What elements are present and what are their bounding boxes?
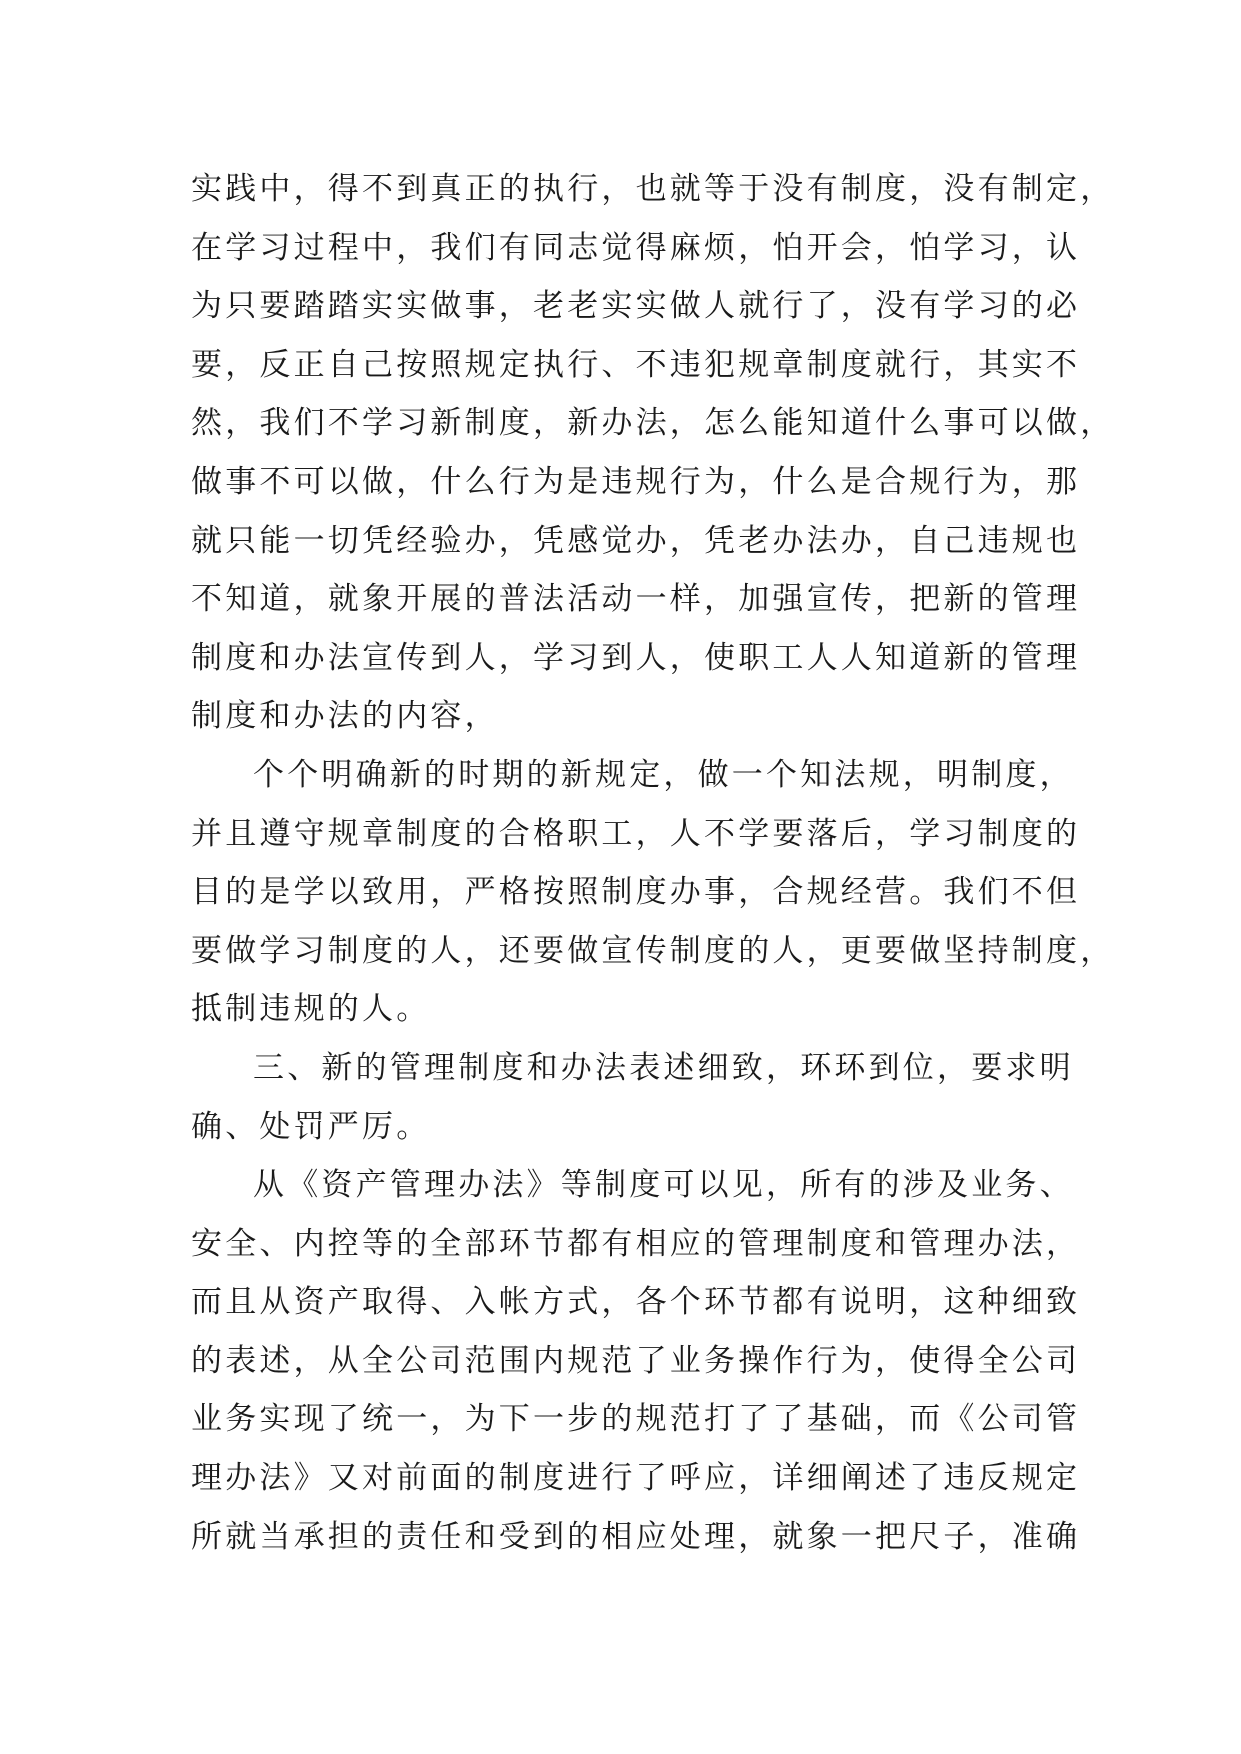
text-line: 制度和办法的内容， <box>191 698 499 735</box>
text-line: 目的是学以致用，严格按照制度办事，合规经营。我们不但 <box>191 874 1081 911</box>
text-line: 实践中，得不到真正的执行，也就等于没有制度，没有制定， <box>191 171 1115 207</box>
section-heading-line: 确、处罚严厉。 <box>191 1108 431 1145</box>
text-line: 所就当承担的责任和受到的相应处理，就象一把尺子，准确 <box>191 1518 1081 1555</box>
section-heading-line: 三、新的管理制度和办法表述细致，环环到位，要求明 <box>253 1049 1074 1086</box>
text-line: 的表述，从全公司范围内规范了业务操作行为，使得全公司 <box>191 1342 1081 1379</box>
text-line: 就只能一切凭经验办，凭感觉办，凭老办法办，自己违规也 <box>191 522 1081 559</box>
text-line: 而且从资产取得、入帐方式，各个环节都有说明，这种细致 <box>191 1284 1081 1321</box>
text-line: 要，反正自己按照规定执行、不违犯规章制度就行，其实不 <box>191 346 1081 383</box>
paragraph-start-line: 从《资产管理办法》等制度可以见，所有的涉及业务、 <box>253 1167 1074 1204</box>
body-text <box>191 160 1115 1566</box>
text-line: 在学习过程中，我们有同志觉得麻烦，怕开会，怕学习，认 <box>191 229 1081 266</box>
text-line: 业务实现了统一，为下一步的规范打了了基础，而《公司管 <box>191 1401 1081 1438</box>
text-line: 并且遵守规章制度的合格职工，人不学要落后，学习制度的 <box>191 815 1081 852</box>
text-line: 为只要踏踏实实做事，老老实实做人就行了，没有学习的必 <box>191 288 1081 325</box>
text-line: 理办法》又对前面的制度进行了呼应，详细阐述了违反规定 <box>191 1460 1081 1497</box>
text-line: 安全、内控等的全部环节都有相应的管理制度和管理办法， <box>191 1225 1081 1262</box>
text-line: 不知道，就象开展的普法活动一样，加强宣传，把新的管理 <box>191 581 1081 618</box>
text-line: 抵制违规的人。 <box>191 991 431 1028</box>
text-line: 制度和办法宣传到人，学习到人，使职工人人知道新的管理 <box>191 639 1081 676</box>
text-line: 做事不可以做，什么行为是违规行为，什么是合规行为，那 <box>191 463 1081 500</box>
text-line: 要做学习制度的人，还要做宣传制度的人，更要做坚持制度， <box>191 932 1115 969</box>
paragraph-start-line: 个个明确新的时期的新规定，做一个知法规，明制度， <box>253 756 1074 793</box>
text-line: 然，我们不学习新制度，新办法，怎么能知道什么事可以做， <box>191 405 1115 442</box>
